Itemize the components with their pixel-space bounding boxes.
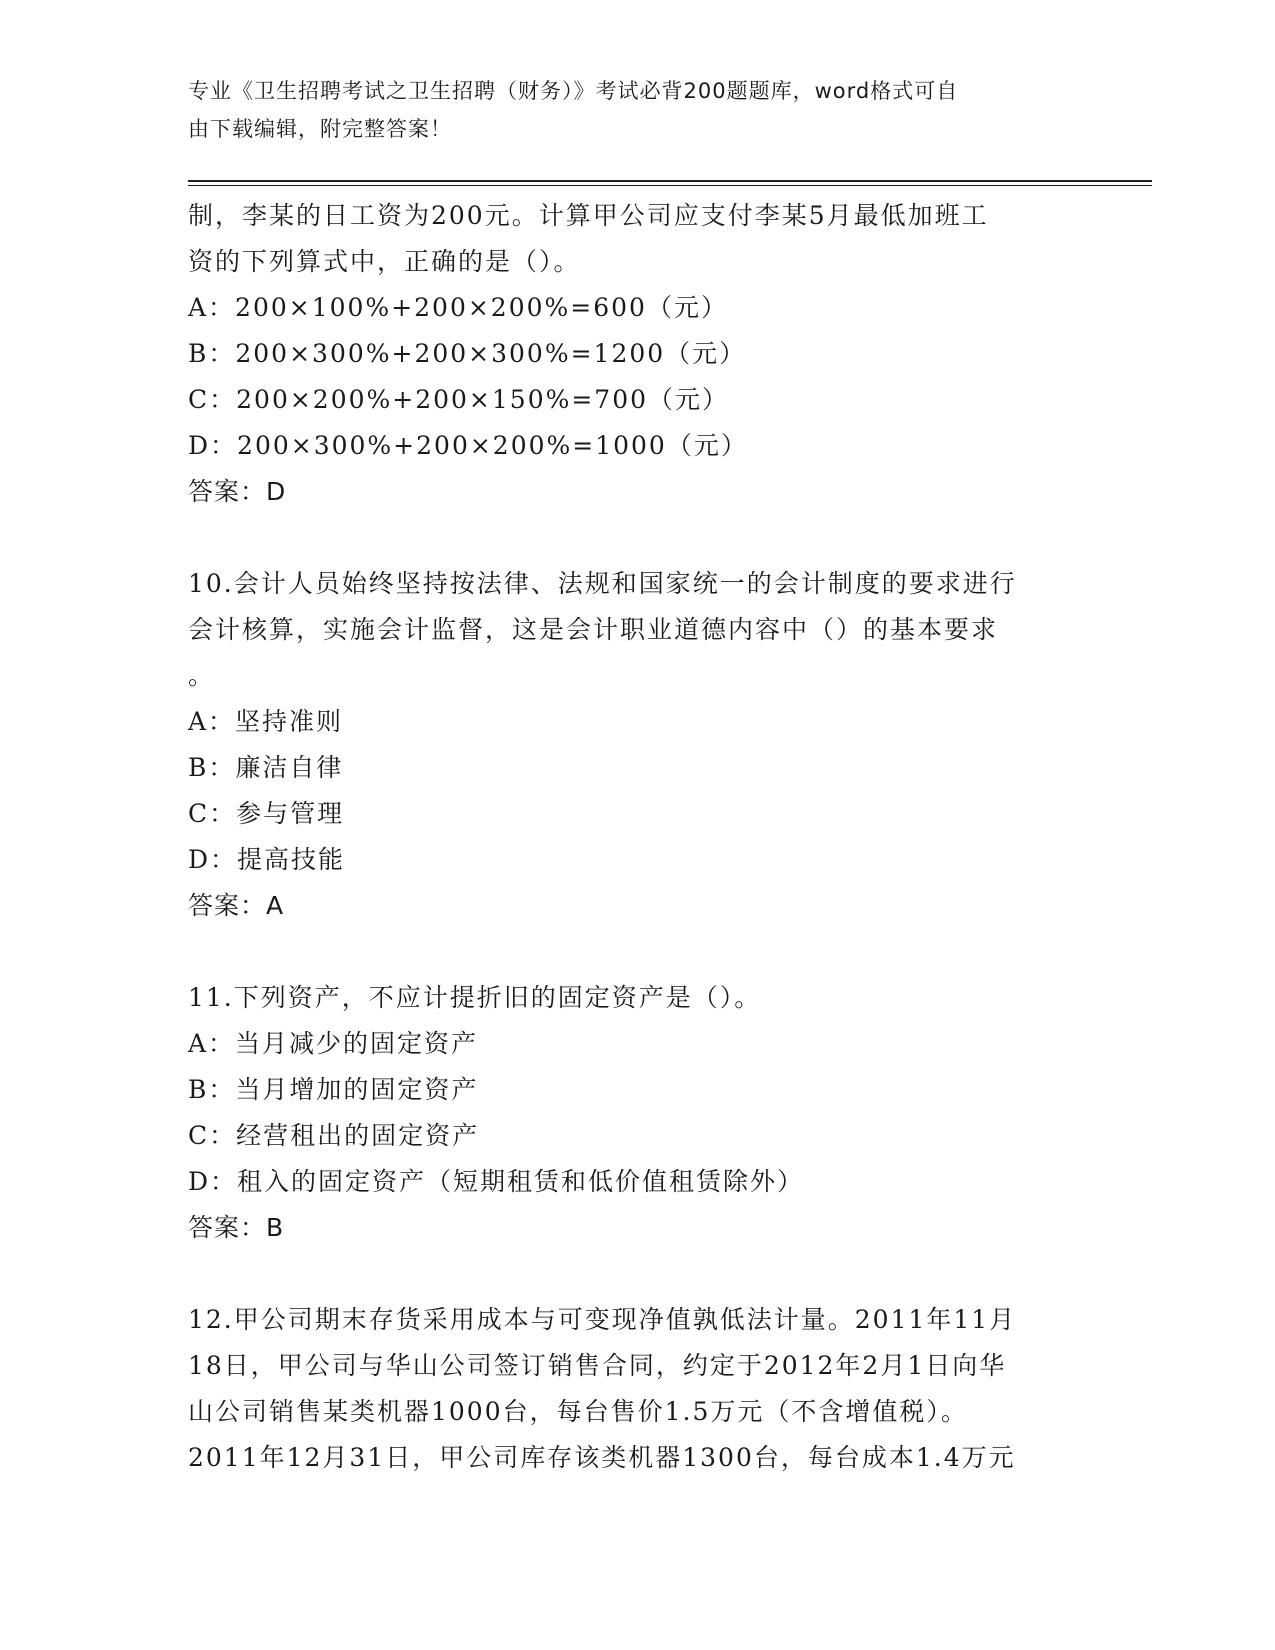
option-d: D：租入的固定资产（短期租赁和低价值租赁除外） bbox=[188, 1167, 805, 1196]
question-text-line: 资的下列算式中，正确的是（）。 bbox=[188, 247, 581, 276]
header-rule-thin bbox=[188, 185, 1152, 186]
answer-line: 答案：D bbox=[188, 477, 287, 506]
option-c: C：参与管理 bbox=[188, 799, 345, 828]
option-a: A：当月减少的固定资产 bbox=[188, 1029, 479, 1058]
question-text-line: 10.会计人员始终坚持按法律、法规和国家统一的会计制度的要求进行 bbox=[188, 569, 1017, 598]
document-header bbox=[188, 72, 1088, 148]
spacer bbox=[188, 929, 1118, 975]
question-text-line: 18日，甲公司与华山公司签订销售合同，约定于2012年2月1日向华 bbox=[188, 1351, 1007, 1380]
question-text-line: 。 bbox=[188, 661, 216, 690]
question-text-line: 制，李某的日工资为200元。计算甲公司应支付李某5月最低加班工 bbox=[188, 201, 989, 230]
header-line-1: 专业《卫生招聘考试之卫生招聘（财务）》考试必背200题题库，word格式可自 bbox=[188, 79, 959, 103]
answer-line: 答案：B bbox=[188, 1213, 285, 1242]
question-text-line: 2011年12月31日，甲公司库存该类机器1300台，每台成本1.4万元 bbox=[188, 1443, 1016, 1472]
option-c: C：200×200%+200×150%=700（元） bbox=[188, 385, 730, 414]
question-text-line: 11.下列资产，不应计提折旧的固定资产是（）。 bbox=[188, 983, 762, 1012]
option-b: B：当月增加的固定资产 bbox=[188, 1075, 479, 1104]
option-b: B：200×300%+200×300%=1200（元） bbox=[188, 339, 747, 368]
option-d: D：200×300%+200×200%=1000（元） bbox=[188, 431, 748, 460]
question-10 bbox=[188, 561, 1118, 929]
question-9 bbox=[188, 193, 1118, 515]
spacer bbox=[188, 515, 1118, 561]
answer-line: 答案：A bbox=[188, 891, 285, 920]
question-text-line: 12.甲公司期末存货采用成本与可变现净值孰低法计量。2011年11月 bbox=[188, 1305, 1017, 1334]
question-text-line: 山公司销售某类机器1000台，每台售价1.5万元（不含增值税）。 bbox=[188, 1397, 968, 1426]
option-a: A：200×100%+200×200%=600（元） bbox=[188, 293, 728, 322]
header-rule-thick bbox=[188, 180, 1152, 182]
option-c: C：经营租出的固定资产 bbox=[188, 1121, 480, 1150]
question-11 bbox=[188, 975, 1118, 1251]
spacer bbox=[188, 1251, 1118, 1297]
option-b: B：廉洁自律 bbox=[188, 753, 344, 782]
header-line-2: 由下载编辑，附完整答案！ bbox=[188, 117, 452, 141]
question-text-line: 会计核算，实施会计监督，这是会计职业道德内容中（）的基本要求 bbox=[188, 615, 999, 644]
question-12 bbox=[188, 1297, 1118, 1481]
option-a: A：坚持准则 bbox=[188, 707, 344, 736]
option-d: D：提高技能 bbox=[188, 845, 346, 874]
question-content bbox=[188, 193, 1118, 1481]
